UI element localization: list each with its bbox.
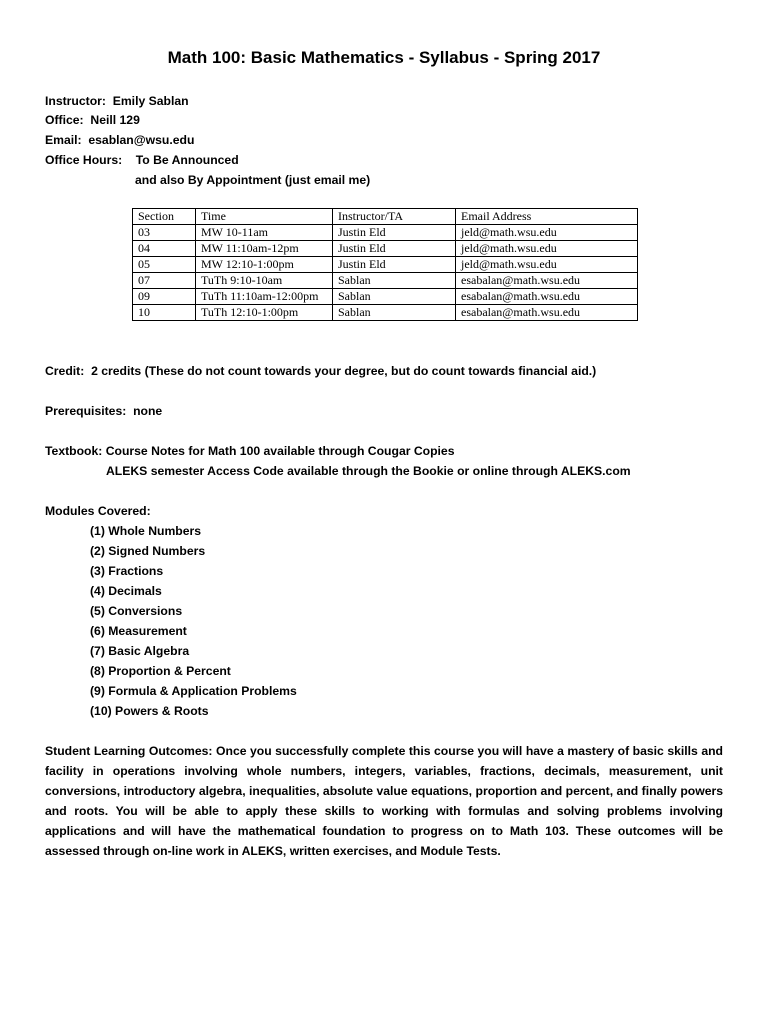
- prerequisites-value: none: [133, 404, 163, 418]
- module-item: (10) Powers & Roots: [90, 704, 209, 718]
- module-item: (7) Basic Algebra: [90, 644, 190, 658]
- credit-label: Credit:: [45, 364, 85, 378]
- office-hours-value: To Be Announced: [135, 153, 239, 167]
- email-line: [45, 133, 194, 147]
- office-value: Neill 129: [90, 113, 140, 127]
- table-row: [133, 241, 638, 257]
- email-label: Email:: [45, 133, 82, 147]
- credit-line: [45, 364, 596, 378]
- table-row: [133, 273, 638, 289]
- table-cell: jeld@math.wsu.edu: [456, 225, 638, 241]
- textbook-label: Textbook:: [45, 444, 103, 458]
- module-item: (2) Signed Numbers: [90, 544, 206, 558]
- table-cell: TuTh 11:10am-12:00pm: [196, 289, 333, 305]
- table-cell: TuTh 9:10-10am: [196, 273, 333, 289]
- office-label: Office:: [45, 113, 84, 127]
- office-hours-line-2: and also By Appointment (just email me): [135, 173, 371, 187]
- textbook-value: Course Notes for Math 100 available through Cougar Copies: [105, 444, 455, 458]
- office-hours-line: [45, 153, 239, 167]
- modules-heading: Modules Covered:: [45, 504, 151, 518]
- instructor-label: Instructor:: [45, 94, 106, 108]
- table-cell: Justin Eld: [333, 241, 456, 257]
- prerequisites-line: [45, 404, 162, 418]
- prerequisites-label: Prerequisites:: [45, 404, 127, 418]
- table-row: [133, 225, 638, 241]
- module-item: (9) Formula & Application Problems: [90, 684, 297, 698]
- table-cell: 07: [133, 273, 196, 289]
- module-item: (8) Proportion & Percent: [90, 664, 231, 678]
- learning-outcomes-paragraph: [45, 741, 723, 861]
- table-cell: MW 11:10am-12pm: [196, 241, 333, 257]
- table-header-cell: Time: [196, 209, 333, 225]
- email-value: esablan@wsu.edu: [88, 133, 195, 147]
- learning-outcomes-label: Student Learning Outcomes:: [45, 744, 213, 758]
- table-cell: jeld@math.wsu.edu: [456, 257, 638, 273]
- table-cell: esabalan@math.wsu.edu: [456, 273, 638, 289]
- module-item: (6) Measurement: [90, 624, 187, 638]
- sections-table: [132, 208, 638, 321]
- learning-outcomes-text: Once you successfully complete this course you will have a mastery of basic skills and facility in operations involving whole numbers, integers, variables, fractions, decimals, measurement, unit conversions, introductory algebra, inequalities, absolute value equations, proportion and percent, and finally powers and roots. You will be able to apply these skills to working with formulas and solving problems involving applications and will have the mathematical foundation to progress on to Math 103. These outcomes will be assessed through on-line work in ALEKS, written exercises, and Module Tests.: [45, 744, 723, 858]
- table-cell: MW 10-11am: [196, 225, 333, 241]
- office-line: [45, 113, 140, 127]
- table-cell: 09: [133, 289, 196, 305]
- table-cell: Sablan: [333, 273, 456, 289]
- module-item: (1) Whole Numbers: [90, 524, 202, 538]
- table-header-cell: Email Address: [456, 209, 638, 225]
- table-cell: MW 12:10-1:00pm: [196, 257, 333, 273]
- table-cell: esabalan@math.wsu.edu: [456, 305, 638, 321]
- table-cell: Sablan: [333, 305, 456, 321]
- table-row: [133, 305, 638, 321]
- textbook-line-2: ALEKS semester Access Code available through the Bookie or online through ALEKS.com: [106, 464, 631, 478]
- instructor-name: Emily Sablan: [112, 94, 189, 108]
- table-cell: 10: [133, 305, 196, 321]
- table-row: [133, 257, 638, 273]
- table-cell: Justin Eld: [333, 225, 456, 241]
- table-cell: Sablan: [333, 289, 456, 305]
- table-cell: TuTh 12:10-1:00pm: [196, 305, 333, 321]
- table-header-cell: Instructor/TA: [333, 209, 456, 225]
- office-hours-label: Office Hours:: [45, 153, 123, 167]
- table-cell: jeld@math.wsu.edu: [456, 241, 638, 257]
- module-item: (4) Decimals: [90, 584, 162, 598]
- table-cell: 05: [133, 257, 196, 273]
- table-cell: 03: [133, 225, 196, 241]
- page-title: Math 100: Basic Mathematics - Syllabus - Spring 2017: [167, 48, 601, 67]
- table-cell: Justin Eld: [333, 257, 456, 273]
- table-row: [133, 289, 638, 305]
- module-item: (5) Conversions: [90, 604, 183, 618]
- module-item: (3) Fractions: [90, 564, 164, 578]
- credit-value: 2 credits (These do not count towards your degree, but do count towards financial aid.): [91, 364, 597, 378]
- table-header-cell: Section: [133, 209, 196, 225]
- instructor-line: [45, 94, 189, 108]
- table-cell: esabalan@math.wsu.edu: [456, 289, 638, 305]
- table-header-row: [133, 209, 638, 225]
- table-cell: 04: [133, 241, 196, 257]
- textbook-line: [45, 444, 454, 458]
